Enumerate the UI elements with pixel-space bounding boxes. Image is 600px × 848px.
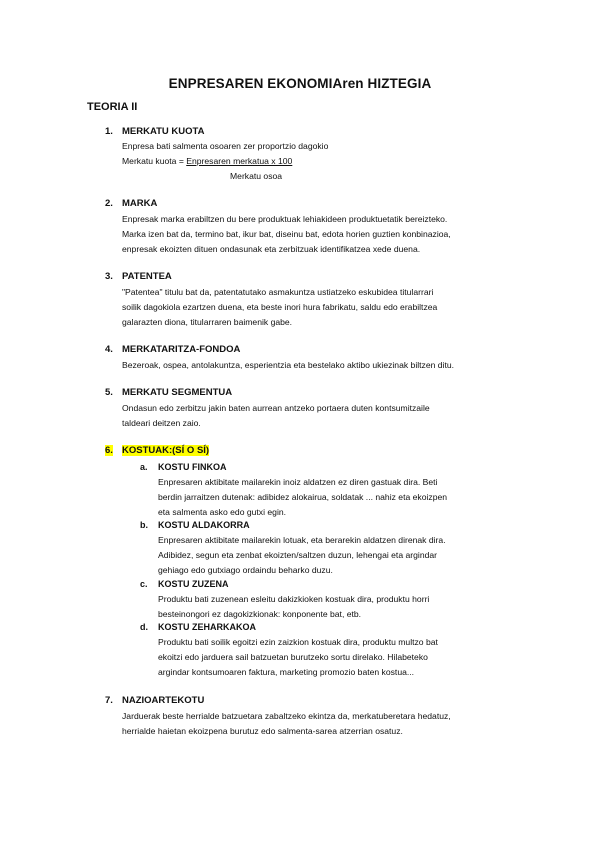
term-line: "Patentea" titulu bat da, patentatutako asmakuntza ustiatzeko eskubidea titularrari — [122, 287, 434, 297]
formula-denominator: Merkatu osoa — [230, 171, 283, 181]
cost-heading: KOSTU ALDAKORRA — [158, 520, 250, 530]
title-part-suffix: ren — [342, 76, 364, 91]
term-line: taldeari deitzen zaio. — [122, 418, 201, 428]
cost-heading: KOSTU ZEHARKAKOA — [158, 622, 256, 632]
term-line: Marka izen bat da, termino bat, ikur bat, diseinu bat, edota horien guztien konbinazioa, — [122, 229, 451, 239]
title-part-end: HIZTEGIA — [363, 76, 432, 91]
document-title — [0, 76, 600, 91]
formula-numerator: Enpresaren merkatua x 100 — [186, 156, 293, 166]
term-line: Bezeroak, ospea, antolakuntza, esperientzia eta bestelako aktibo ukiezinak biltzen ditu. — [122, 360, 455, 370]
cost-letter: a. — [140, 462, 148, 472]
cost-line: Enpresaren aktibitate mailarekin lotuak, eta berarekin aldatzen direnak dira. — [158, 535, 446, 545]
term-heading: MERKATARITZA-FONDOA — [122, 344, 241, 355]
section-subtitle: TEORIA II — [87, 101, 138, 113]
cost-line: Enpresaren aktibitate mailarekin inoiz aldatzen ez diren gastuak dira. Beti — [158, 477, 438, 487]
term-line: soilik dagokiola ezartzen duena, eta beste inori hura fabrikatu, saldu edo erabiltzea — [122, 302, 438, 312]
term-line: Enpresa bati salmenta osoaren zer proportzio dagokio — [122, 141, 329, 151]
term-heading: MERKATU KUOTA — [122, 126, 205, 137]
cost-letter: d. — [140, 622, 148, 632]
term-heading: NAZIOARTEKOTU — [122, 695, 205, 706]
term-heading-highlighted: KOSTUAK:(SÍ O SÍ) — [122, 445, 210, 456]
term-heading: MERKATU SEGMENTUA — [122, 387, 233, 398]
term-line: enpresak ekoizten dituen ondasunak eta zerbitzuak identifikatzea xede duena. — [122, 244, 421, 254]
cost-line: Adibidez, segun eta zenbat ekoizten/saltzen duzun, lehengai eta argindar — [158, 550, 438, 560]
cost-line: argindar kontsumoaren faktura, marketing promozio baten kostua... — [158, 667, 415, 677]
term-number: 2. — [105, 198, 113, 209]
cost-letter: c. — [140, 579, 148, 589]
formula-line — [122, 157, 292, 166]
term-number: 4. — [105, 344, 113, 355]
cost-line: gehiago edo gutxiago ordaindu beharko duzu. — [158, 565, 333, 575]
title-part-main: ENPRESAREN EKONOMIA — [168, 76, 343, 91]
term-number: 7. — [105, 695, 113, 706]
term-line: herrialde haietan ekoizpena burutuz edo salmenta-sarea atzerrian osatuz. — [122, 726, 403, 736]
cost-line: Produktu bati soilik egoitzi ezin zaizkion kostuak dira, produktu multzo bat — [158, 637, 438, 647]
term-heading: PATENTEA — [122, 271, 172, 282]
term-number: 1. — [105, 126, 113, 137]
cost-line: berdin jarraitzen dutenak: adibidez alokairua, soldatak ... nahiz eta ekoizpen — [158, 492, 448, 502]
cost-letter: b. — [140, 520, 148, 530]
term-line: Jarduerak beste herrialde batzuetara zabaltzeko ekintza da, merkatuberetara hedatuz, — [122, 711, 451, 721]
cost-line: besteinongori ez dagokizkionak: konponente bat, etb. — [158, 609, 362, 619]
term-line: galarazten diona, titularraren baimenik gabe. — [122, 317, 293, 327]
term-number: 3. — [105, 271, 113, 282]
term-line: Enpresak marka erabiltzen du bere produktuak lehiakideen produktuetatik bereizteko. — [122, 214, 448, 224]
cost-line: eta salmenta asko edo gutxi egin. — [158, 507, 287, 517]
term-heading: MARKA — [122, 198, 158, 209]
cost-heading: KOSTU FINKOA — [158, 462, 227, 472]
formula-prefix: Merkatu kuota = — [122, 156, 187, 166]
term-line: Ondasun edo zerbitzu jakin baten aurrean antzeko portaera duten kontsumitzaile — [122, 403, 430, 413]
cost-line: ekoitzi edo jarduera sail batzuetan burutzeko sortu direlako. Hilabeteko — [158, 652, 428, 662]
term-number: 5. — [105, 387, 113, 398]
cost-heading: KOSTU ZUZENA — [158, 579, 229, 589]
cost-line: Produktu bati zuzenean esleitu dakizkioken kostuak dira, produktu horri — [158, 594, 430, 604]
term-number: 6. — [105, 445, 113, 456]
